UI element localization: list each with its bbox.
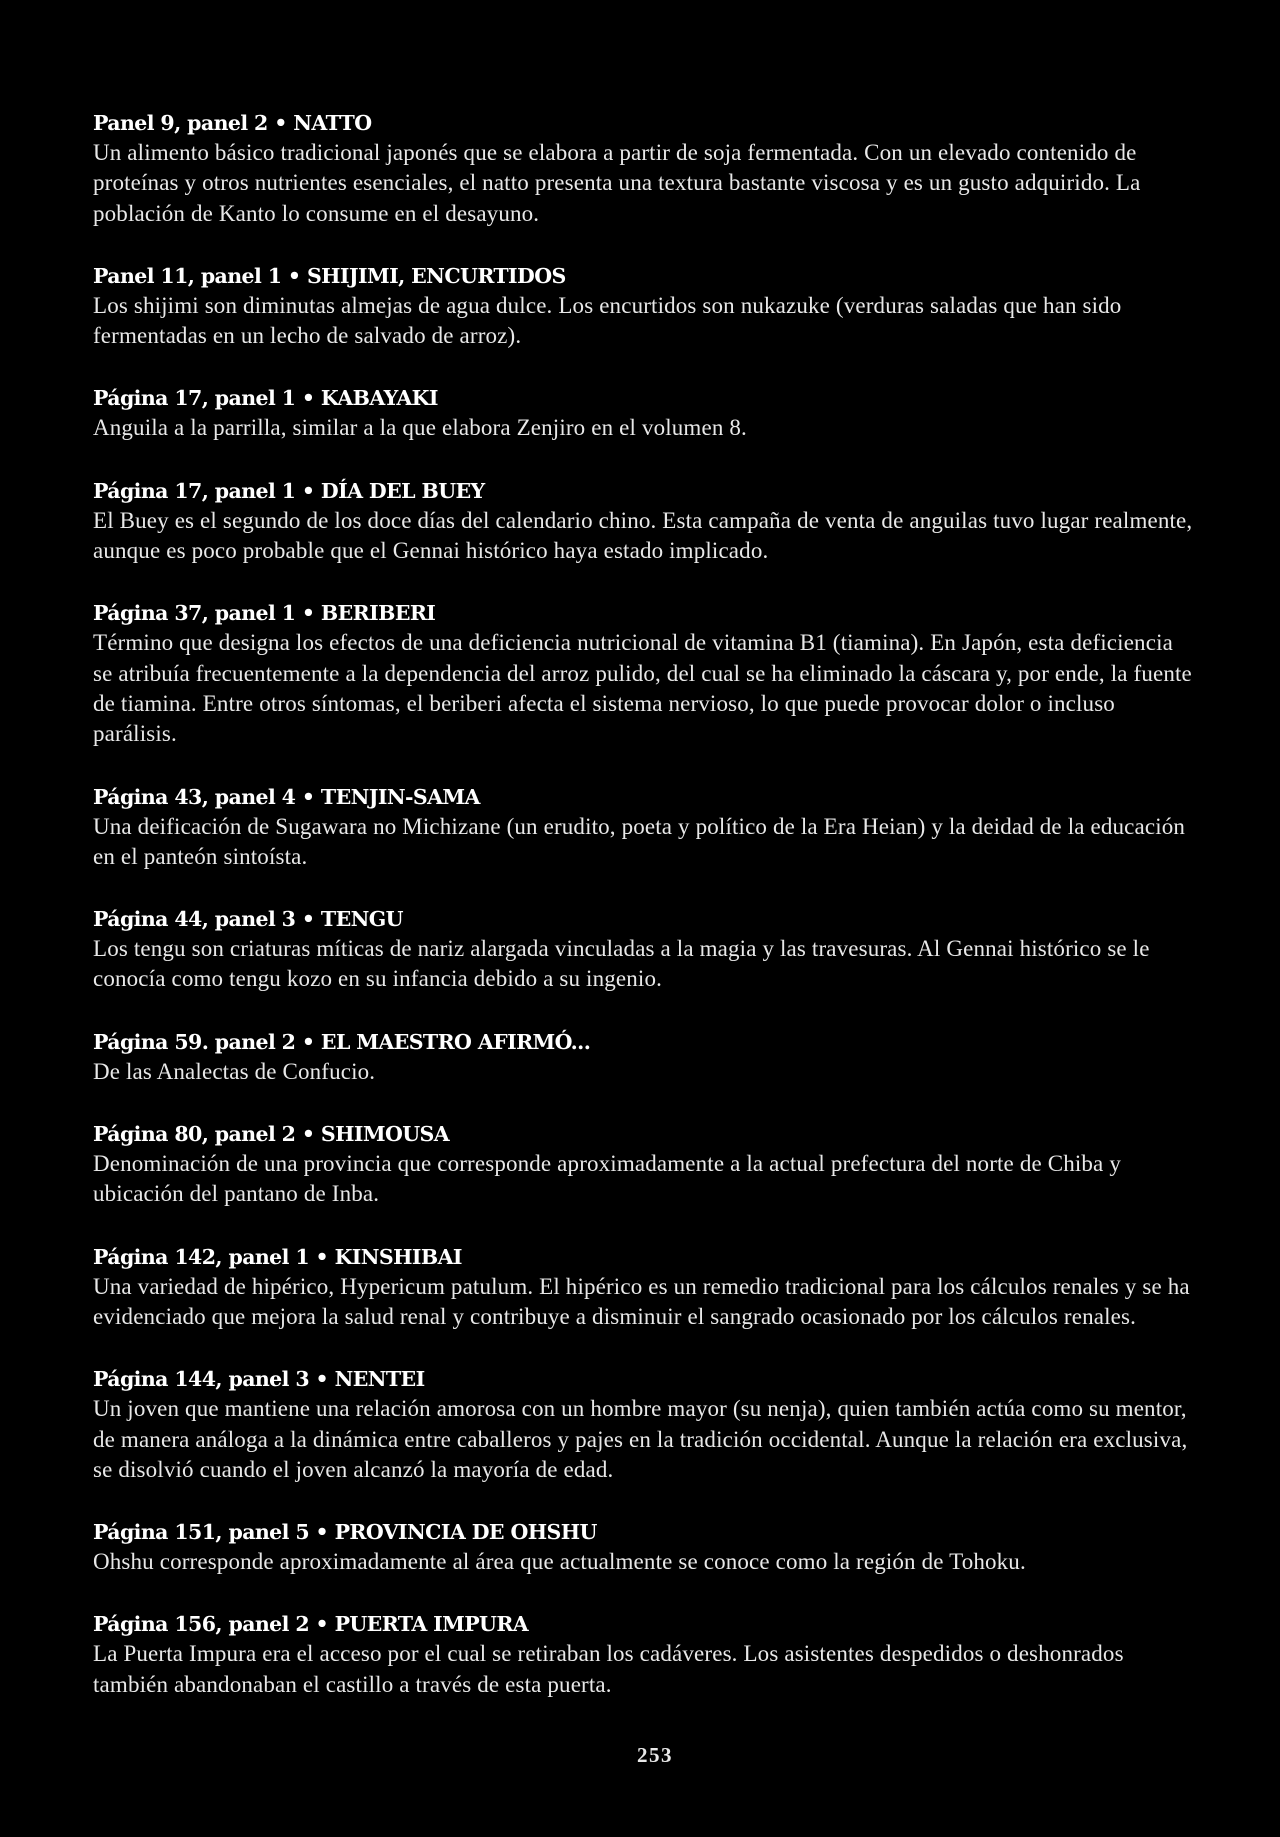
glossary-entry-shimousa bbox=[93, 1119, 1193, 1210]
entry-body: La Puerta Impura era el acceso por el cual se retiraban los cadáveres. Los asistentes despedidos o deshonrados también abandonaban el castillo a través de esta puerta. bbox=[93, 1641, 1124, 1697]
glossary-entry-ohshu bbox=[93, 1517, 1193, 1577]
glossary-entry-shijimi bbox=[93, 261, 1193, 352]
entry-heading: Página 17, panel 1 • DÍA DEL BUEY bbox=[93, 478, 485, 503]
entry-heading: Página 37, panel 1 • BERIBERI bbox=[93, 601, 436, 626]
entry-heading: Panel 9, panel 2 • NATTO bbox=[93, 111, 372, 135]
entry-body: Los shijimi son diminutas almejas de agua dulce. Los encurtidos son nukazuke (verduras saladas que han sido fermentadas en un lecho de salvado de arroz). bbox=[93, 292, 1122, 349]
entry-body: Anguila a la parrilla, similar a la que elabora Zenjiro en el volumen 8. bbox=[93, 415, 747, 441]
glossary-entry-kabayaki bbox=[93, 383, 1193, 443]
entry-heading: Página 151, panel 5 • PROVINCIA DE OHSHU bbox=[93, 1520, 597, 1545]
glossary-entry-el-maestro bbox=[93, 1027, 1193, 1087]
entry-body: Término que designa los efectos de una deficiencia nutricional de vitamina B1 (tiamina). En Japón, esta deficiencia se atribuía frecuentemente a la dependencia del arroz pulido, del cual se ha eliminado la cáscara y, por ende, la fuente de tiamina. Entre otros síntomas, el beriberi afecta el sistema nervioso, lo que puede provocar dolor o incluso parálisis. bbox=[93, 630, 1192, 747]
entry-body: Los tengu son criaturas míticas de nariz alargada vinculadas a la magia y las travesuras. Al Gennai histórico se le conocía como tengu kozo en su infancia debido a su ingenio. bbox=[93, 936, 1150, 992]
glossary-entry-tengu bbox=[93, 904, 1193, 995]
glossary-notes bbox=[93, 108, 1193, 1732]
entry-body: Denominación de una provincia que corresponde aproximadamente a la actual prefectura del norte de Chiba y ubicación del pantano de Inba. bbox=[93, 1151, 1121, 1207]
entry-heading: Página 144, panel 3 • NENTEI bbox=[93, 1367, 425, 1392]
entry-heading: Panel 11, panel 1 • SHIJIMI, ENCURTIDOS bbox=[93, 263, 566, 288]
entry-body: Ohshu corresponde aproximadamente al área que actualmente se conoce como la región de Tohoku. bbox=[93, 1549, 1026, 1575]
page-number: 253 bbox=[637, 1743, 673, 1767]
entry-body: Una variedad de hipérico, Hypericum patulum. El hipérico es un remedio tradicional para los cálculos renales y se ha evidenciado que mejora la salud renal y contribuye a disminuir el sangrado ocasionado por los cálculos renales. bbox=[93, 1273, 1190, 1329]
entry-body: Una deificación de Sugawara no Michizane (un erudito, poeta y político de la Era Heian) y la deidad de la educación en el panteón sintoísta. bbox=[93, 813, 1186, 869]
entry-heading: Página 80, panel 2 • SHIMOUSA bbox=[93, 1122, 450, 1147]
entry-body: Un joven que mantiene una relación amorosa con un hombre mayor (su nenja), quien también actúa como su mentor, de manera análoga a la dinámica entre caballeros y pajes en la tradición occidental. Aunque la relación era exclusiva, se disolvió cuando el joven alcanzó la mayoría de edad. bbox=[93, 1396, 1188, 1482]
entry-heading: Página 156, panel 2 • PUERTA IMPURA bbox=[93, 1612, 529, 1637]
glossary-entry-natto bbox=[93, 108, 1193, 229]
entry-heading: Página 59. panel 2 • EL MAESTRO AFIRMÓ... bbox=[93, 1029, 591, 1054]
entry-heading: Página 17, panel 1 • KABAYAKI bbox=[93, 386, 438, 411]
glossary-entry-nentei bbox=[93, 1364, 1193, 1485]
glossary-entry-kinshibai bbox=[93, 1242, 1193, 1333]
glossary-entry-tenjin-sama bbox=[93, 782, 1193, 873]
entry-body: De las Analectas de Confucio. bbox=[93, 1058, 376, 1084]
entry-heading: Página 44, panel 3 • TENGU bbox=[93, 907, 403, 932]
glossary-entry-beriberi bbox=[93, 598, 1193, 749]
entry-heading: Página 43, panel 4 • TENJIN-SAMA bbox=[93, 784, 480, 809]
glossary-entry-puerta-impura bbox=[93, 1609, 1193, 1700]
entry-body: Un alimento básico tradicional japonés que se elabora a partir de soja fermentada. Con un elevado contenido de proteínas y otros nutrientes esenciales, el natto presenta una textura bastante viscosa y es un gusto adquirido. La población de Kanto lo consume en el desayuno. bbox=[93, 140, 1141, 226]
glossary-entry-dia-del-buey bbox=[93, 476, 1193, 567]
entry-body: El Buey es el segundo de los doce días del calendario chino. Esta campaña de venta de anguilas tuvo lugar realmente, aunque es poco probable que el Gennai histórico haya estado implicado. bbox=[93, 507, 1193, 564]
entry-heading: Página 142, panel 1 • KINSHIBAI bbox=[93, 1244, 462, 1269]
